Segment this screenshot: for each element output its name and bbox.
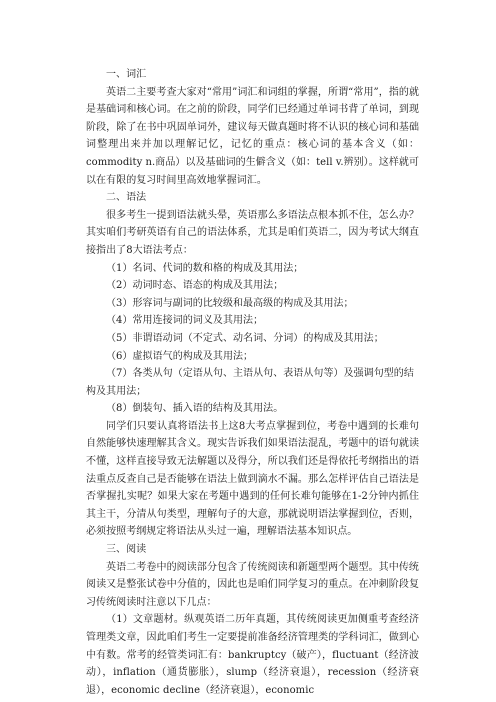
grammar-point-2: （2）动词时态、语态的构成及其用法； bbox=[106, 280, 284, 292]
grammar-point-1: （1）名词、代词的数和格的构成及其用法； bbox=[106, 262, 304, 274]
paragraph-vocabulary: 英语二主要考查大家对“常用”词汇和词组的掌握，所谓“常用”，指的就是基础词和核心词。在之前的阶段，同学们已经通过单词书背了单词，到现阶段，除了在书中巩固单词外，建议每天做真题时将不认识的核心词和基础词整理出来并加以理解记忆，记忆的重点：核心词的基本含义（如：commodity n.商品）以及基础词的生僻含义（如：tell v.辨别）。这样就可以在有限的复习时间里高效地掌握词汇。 bbox=[86, 86, 419, 186]
grammar-point-7: （7）各类从句（定语从句、主语从句、表语从句等）及强调句型的结构及其用法； bbox=[86, 368, 414, 397]
grammar-point-3: （3）形容词与副词的比较级和最高级的构成及其用法； bbox=[106, 297, 354, 309]
section-heading-vocabulary: 一、词汇 bbox=[106, 69, 147, 80]
grammar-point-5: （5）非谓语动词（不定式、动名词、分词）的构成及其用法； bbox=[106, 332, 384, 344]
section-heading-reading: 三、阅读 bbox=[106, 544, 147, 556]
grammar-point-8: （8）倒装句、插入语的结构及其用法。 bbox=[106, 403, 284, 415]
grammar-point-4: （4）常用连接词的词义及其用法； bbox=[106, 315, 264, 327]
paragraph-grammar-intro: 很多考生一提到语法就头晕，英语那么多语法点根本抓不住，怎么办？其实咱们考研英语有自己的语法体系，尤其是咱们英语二，因为考试大纲直接指出了8大语法考点： bbox=[86, 209, 419, 256]
paragraph-grammar-outro: 同学们只要认真将语法书上这8大考点掌握到位，考卷中遇到的长难句自然能够快速理解其含义。现实告诉我们如果语法混乱，考题中的语句就读不懂，这样直接导致无法解题以及得分，所以我们还是得依托考纲指出的语法重点反查自己是否能够在语法上做到滴水不漏。那么怎样评估自己语法是否掌握扎实呢？如果大家在考题中遇到的任何长难句能够在1-2分钟内抓住其主干，分清从句类型，理解句子的大意，那就说明语法掌握到位，否则，必须按照考纲规定将语法从头过一遍，理解语法基本知识点。 bbox=[86, 420, 419, 538]
document-page bbox=[86, 66, 419, 699]
grammar-point-6: （6）虚拟语气的构成及其用法； bbox=[106, 350, 254, 362]
section-heading-grammar: 二、语法 bbox=[106, 192, 147, 204]
paragraph-reading-intro: 英语二考卷中的阅读部分包含了传统阅读和新题型两个题型。其中传统阅读又是整张试卷中分值的，因此也是咱们同学复习的重点。在冲刺阶段复习传统阅读时注意以下几点： bbox=[86, 561, 419, 608]
paragraph-reading-point-1: （1）文章题材。纵观英语二历年真题，其传统阅读更加侧重考查经济管理类文章，因此咱们考生一定要提前准备经济管理类的学科词汇，做到心中有数。常考的经管类词汇有：bankruptcy（破产），fluctuant（经济波动），inflation（通货膨胀），slump（经济衰退），recession（经济衰退），economic decline（经济衰退），economic bbox=[86, 614, 419, 696]
